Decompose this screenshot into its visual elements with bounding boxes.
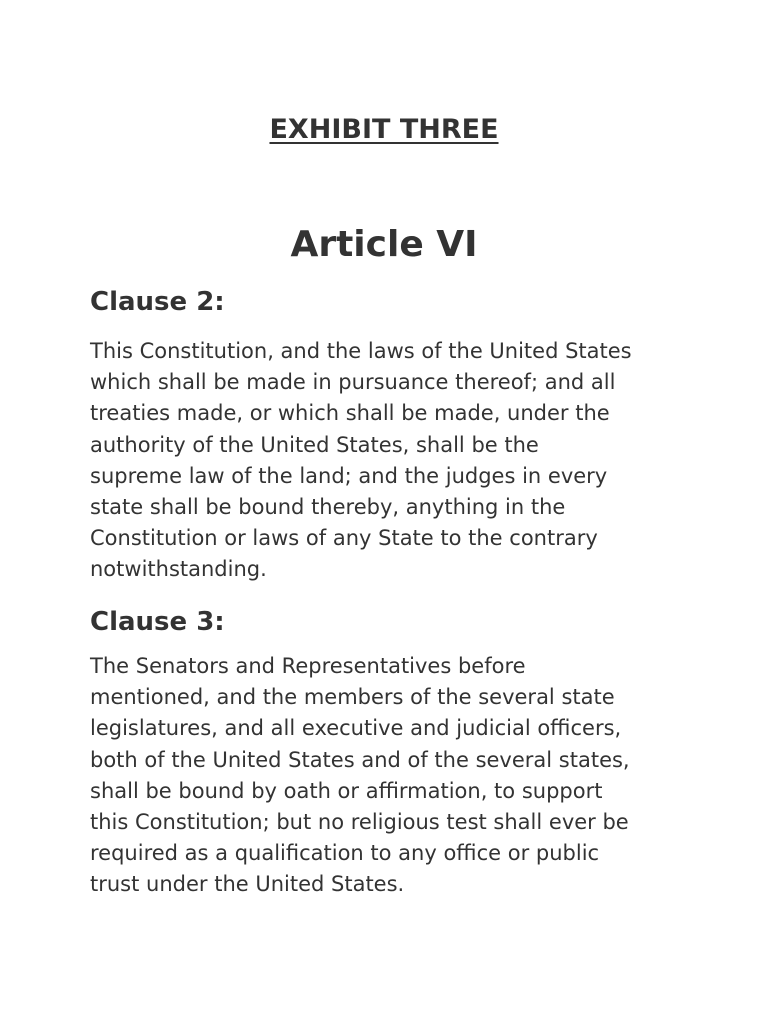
clause-3-line: both of the United States and of the several states, (90, 747, 630, 772)
clause-3-line: The Senators and Representatives before (90, 654, 526, 678)
clause-2-line: notwithstanding. (90, 557, 267, 582)
clause-2-line: which shall be made in pursuance thereof; and all (90, 370, 616, 395)
clause-3-line: required as a qualification to any office or public (90, 841, 600, 866)
clause-2-line: supreme law of the land; and the judges in every (90, 463, 608, 488)
clause-3-line: mentioned, and the members of the several state (90, 685, 615, 710)
clause-3-heading: Clause 3: (90, 607, 225, 637)
clause-3-line: trust under the United States. (90, 872, 405, 897)
clause-3-line: shall be bound by oath or affirmation, to support (90, 778, 603, 803)
clause-2-line: Constitution or laws of any State to the contrary (90, 526, 598, 551)
clause-3-text (90, 651, 690, 901)
clause-2-text (90, 336, 690, 586)
clause-2-heading: Clause 2: (90, 287, 225, 317)
clause-2-line: authority of the United States, shall be the (90, 432, 539, 457)
clause-2-line: This Constitution, and the laws of the United States (90, 339, 632, 363)
exhibit-title: EXHIBIT THREE (269, 114, 499, 145)
clause-2-line: state shall be bound thereby, anything in the (90, 495, 566, 520)
article-title: Article VI (290, 224, 478, 265)
clause-3-line: this Constitution; but no religious test shall ever be (90, 810, 629, 835)
clause-3-line: legislatures, and all executive and judicial officers, (90, 716, 622, 741)
clause-2-line: treaties made, or which shall be made, under the (90, 401, 610, 426)
